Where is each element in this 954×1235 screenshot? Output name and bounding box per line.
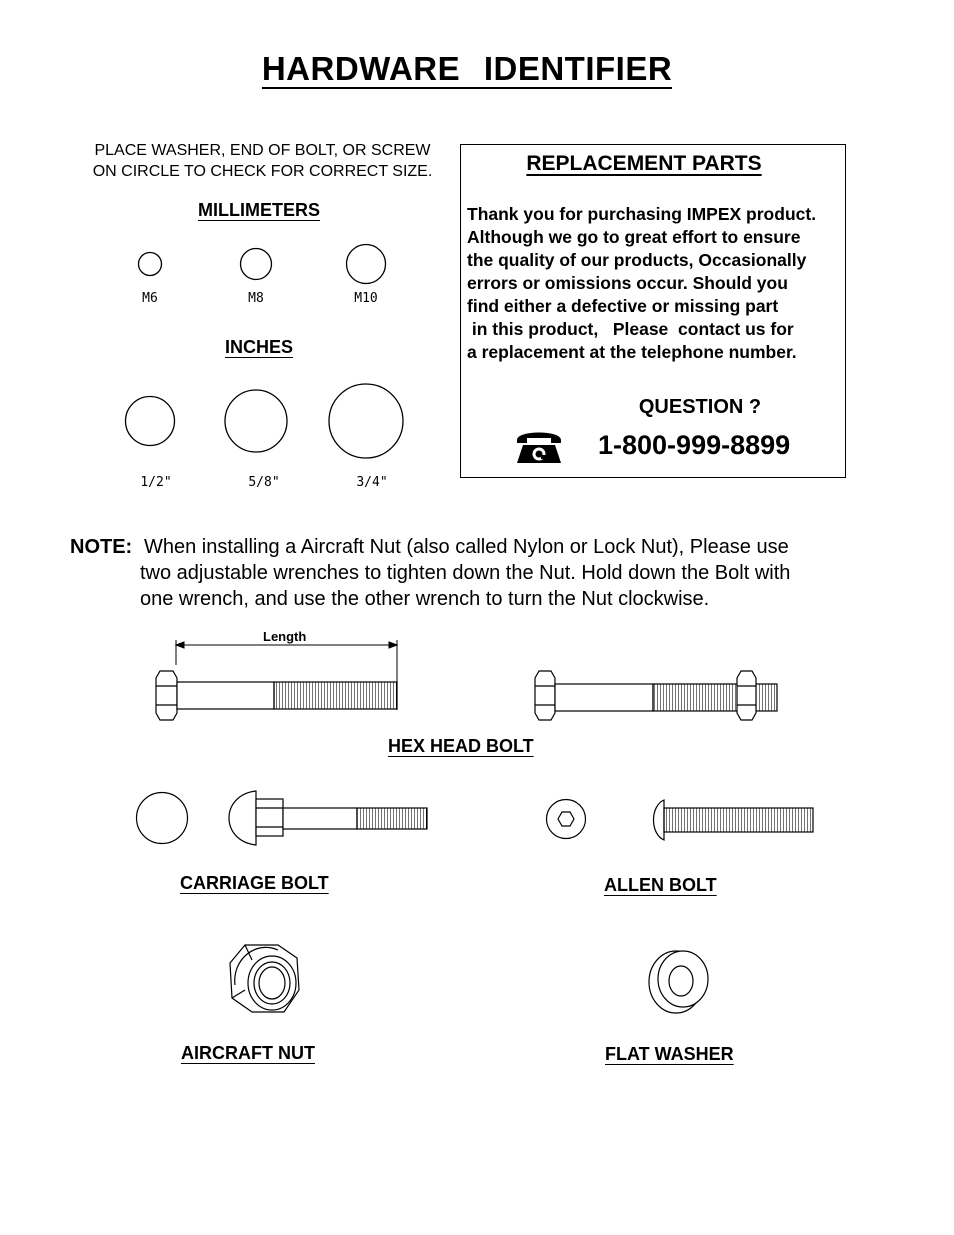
- phone-number[interactable]: 1-800-999-8899: [598, 430, 791, 460]
- allen-bolt-label: ALLEN BOLT: [604, 875, 717, 895]
- carriage-bolt-drawing: [137, 791, 428, 845]
- replacement-line: the quality of our products, Occasionally: [467, 250, 807, 270]
- replacement-line: Thank you for purchasing IMPEX product.: [467, 204, 817, 224]
- aircraft-nut-label: AIRCRAFT NUT: [181, 1043, 315, 1063]
- half-inch-label: 1/2": [140, 475, 172, 490]
- flat-washer-drawing: [649, 951, 708, 1013]
- millimeters-heading: MILLIMETERS: [198, 200, 320, 220]
- page-title: HARDWARE IDENTIFIER: [261, 50, 673, 87]
- note-line: two adjustable wrenches to tighten down the Nut. Hold down the Bolt with: [140, 562, 791, 584]
- hex-head-bolt-drawing: [156, 671, 397, 720]
- note-label: NOTE:: [70, 536, 133, 558]
- replacement-line: a replacement at the telephone number.: [467, 342, 797, 362]
- inches-heading: INCHES: [224, 337, 293, 357]
- instruction-line: ON CIRCLE TO CHECK FOR CORRECT SIZE.: [92, 163, 433, 180]
- m10-label: M10: [354, 291, 378, 306]
- five-eighth-inch-label: 5/8": [248, 475, 280, 490]
- replacement-line: find either a defective or missing part: [467, 296, 779, 316]
- hex-head-bolt-label: HEX HEAD BOLT: [388, 736, 534, 756]
- note-line: one wrench, and use the other wrench to turn the Nut clockwise.: [140, 588, 710, 610]
- aircraft-nut-drawing: [230, 945, 299, 1012]
- replacement-line: in this product, Please contact us for: [467, 319, 794, 339]
- m6-label: M6: [142, 291, 158, 306]
- replacement-line: errors or omissions occur. Should you: [467, 273, 788, 293]
- carriage-bolt-label: CARRIAGE BOLT: [180, 873, 329, 893]
- note-line: When installing a Aircraft Nut (also called Nylon or Lock Nut), Please use: [144, 536, 789, 558]
- m8-label: M8: [248, 291, 264, 306]
- question-label: QUESTION ?: [638, 396, 762, 418]
- allen-bolt-drawing: [547, 800, 814, 841]
- flat-washer-label: FLAT WASHER: [605, 1044, 734, 1064]
- replacement-parts-heading: REPLACEMENT PARTS: [526, 152, 762, 175]
- instruction-line: PLACE WASHER, END OF BOLT, OR SCREW: [94, 142, 431, 159]
- length-label: Length: [263, 629, 307, 644]
- hex-head-bolt-with-nut-drawing: [535, 671, 777, 720]
- replacement-line: Although we go to great effort to ensure: [467, 227, 801, 247]
- three-quarter-inch-label: 3/4": [356, 475, 388, 490]
